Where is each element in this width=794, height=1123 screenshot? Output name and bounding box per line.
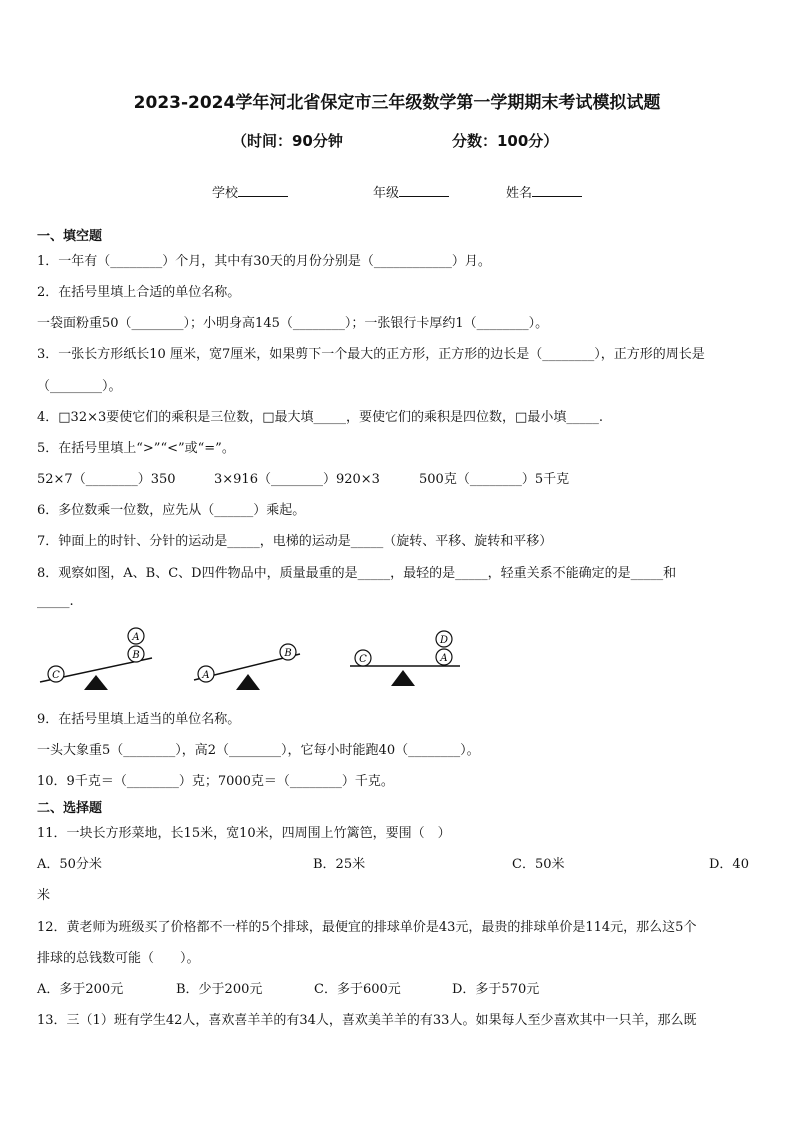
question-10: 10．9千克＝（________）克；7000克＝（________）千克。 <box>37 774 394 789</box>
question-11: 11．一块长方形菜地，长15米，宽10米，四周围上竹篱笆，要围（ ） <box>37 826 451 841</box>
question-8-wrap: _____. <box>37 594 74 609</box>
grade-field[interactable] <box>373 182 449 201</box>
name-field[interactable] <box>506 182 582 201</box>
question-11-option-a[interactable]: A．50分米 <box>37 857 102 872</box>
question-12-option-b[interactable]: B．少于200元 <box>176 982 263 997</box>
label-b: B <box>132 650 140 661</box>
question-12-option-a[interactable]: A．多于200元 <box>37 982 124 997</box>
question-9-sub: 一头大象重5（________），高2（________），它每小时能跑40（________）。 <box>37 743 480 758</box>
label-b: B <box>284 648 292 659</box>
question-5-c: 500克（________）5千克 <box>419 472 570 487</box>
question-11-option-d[interactable]: D．40 <box>709 857 749 872</box>
name-label: 姓名 <box>506 186 533 201</box>
balance-scales-figure <box>36 624 476 696</box>
exam-time: （时间：90分钟 <box>232 132 343 150</box>
question-2-sub: 一袋面粉重50（________）；小明身高145（________）；一张银行卡厚约1（________）。 <box>37 316 549 331</box>
question-12-wrap: 排球的总钱数可能（ ）。 <box>37 951 200 966</box>
scale-3 <box>350 631 460 686</box>
question-8: 8．观察如图，A、B、C、D四件物品中，质量最重的是_____，最轻的是_____，轻重关系不能确定的是_____和 <box>37 566 677 581</box>
question-1: 1．一年有（________）个月，其中有30天的月份分别是（____________）月。 <box>37 254 491 269</box>
label-d: D <box>439 635 449 646</box>
scale-2 <box>194 644 300 690</box>
question-13: 13．三（1）班有学生42人，喜欢喜羊羊的有34人，喜欢美羊羊的有33人。如果每人至少喜欢其中一只羊，那么既 <box>37 1013 697 1028</box>
question-5-b: 3×916（________）920×3 <box>214 472 380 487</box>
section-choice: 二、选择题 <box>37 801 103 816</box>
label-c: C <box>52 670 60 681</box>
grade-label: 年级 <box>373 186 400 201</box>
label-c: C <box>359 654 367 665</box>
label-a: A <box>132 632 140 643</box>
school-field[interactable] <box>212 182 288 201</box>
question-12-option-d[interactable]: D．多于570元 <box>452 982 540 997</box>
question-11-option-b[interactable]: B．25米 <box>313 857 366 872</box>
question-12: 12．黄老师为班级买了价格都不一样的5个排球，最便宜的排球单价是43元，最贵的排球单价是114元，那么这5个 <box>37 920 697 935</box>
question-7: 7．钟面上的时针、分针的运动是_____，电梯的运动是_____（旋转、平移、旋转和平移） <box>37 534 553 549</box>
page-title: 2023-2024学年河北省保定市三年级数学第一学期期末考试模拟试题 <box>133 93 661 113</box>
question-6: 6．多位数乘一位数，应先从（______）乘起。 <box>37 503 306 518</box>
question-5: 5．在括号里填上“>”“<”或“=”。 <box>37 441 235 456</box>
school-label: 学校 <box>212 186 239 201</box>
question-3: 3．一张长方形纸长10 厘米，宽7厘米，如果剪下一个最大的正方形，正方形的边长是（________），正方形的周长是 <box>37 347 705 362</box>
question-11-wrap: 米 <box>37 888 51 903</box>
question-12-option-c[interactable]: C．多于600元 <box>314 982 401 997</box>
question-11-option-c[interactable]: C．50米 <box>512 857 565 872</box>
question-4: 4．□32×3要使它们的乘积是三位数，□最大填_____，要使它们的乘积是四位数，□最小填_____. <box>37 410 603 425</box>
label-a: A <box>202 670 210 681</box>
scale-1 <box>40 628 152 690</box>
question-5-a: 52×7（________）350 <box>37 472 176 487</box>
label-a: A <box>440 653 448 664</box>
question-2: 2．在括号里填上合适的单位名称。 <box>37 285 241 300</box>
section-fill-blank: 一、填空题 <box>37 229 103 244</box>
exam-score: 分数：100分） <box>452 132 559 150</box>
question-9: 9．在括号里填上适当的单位名称。 <box>37 712 241 727</box>
question-3-wrap: （________）。 <box>37 379 122 394</box>
